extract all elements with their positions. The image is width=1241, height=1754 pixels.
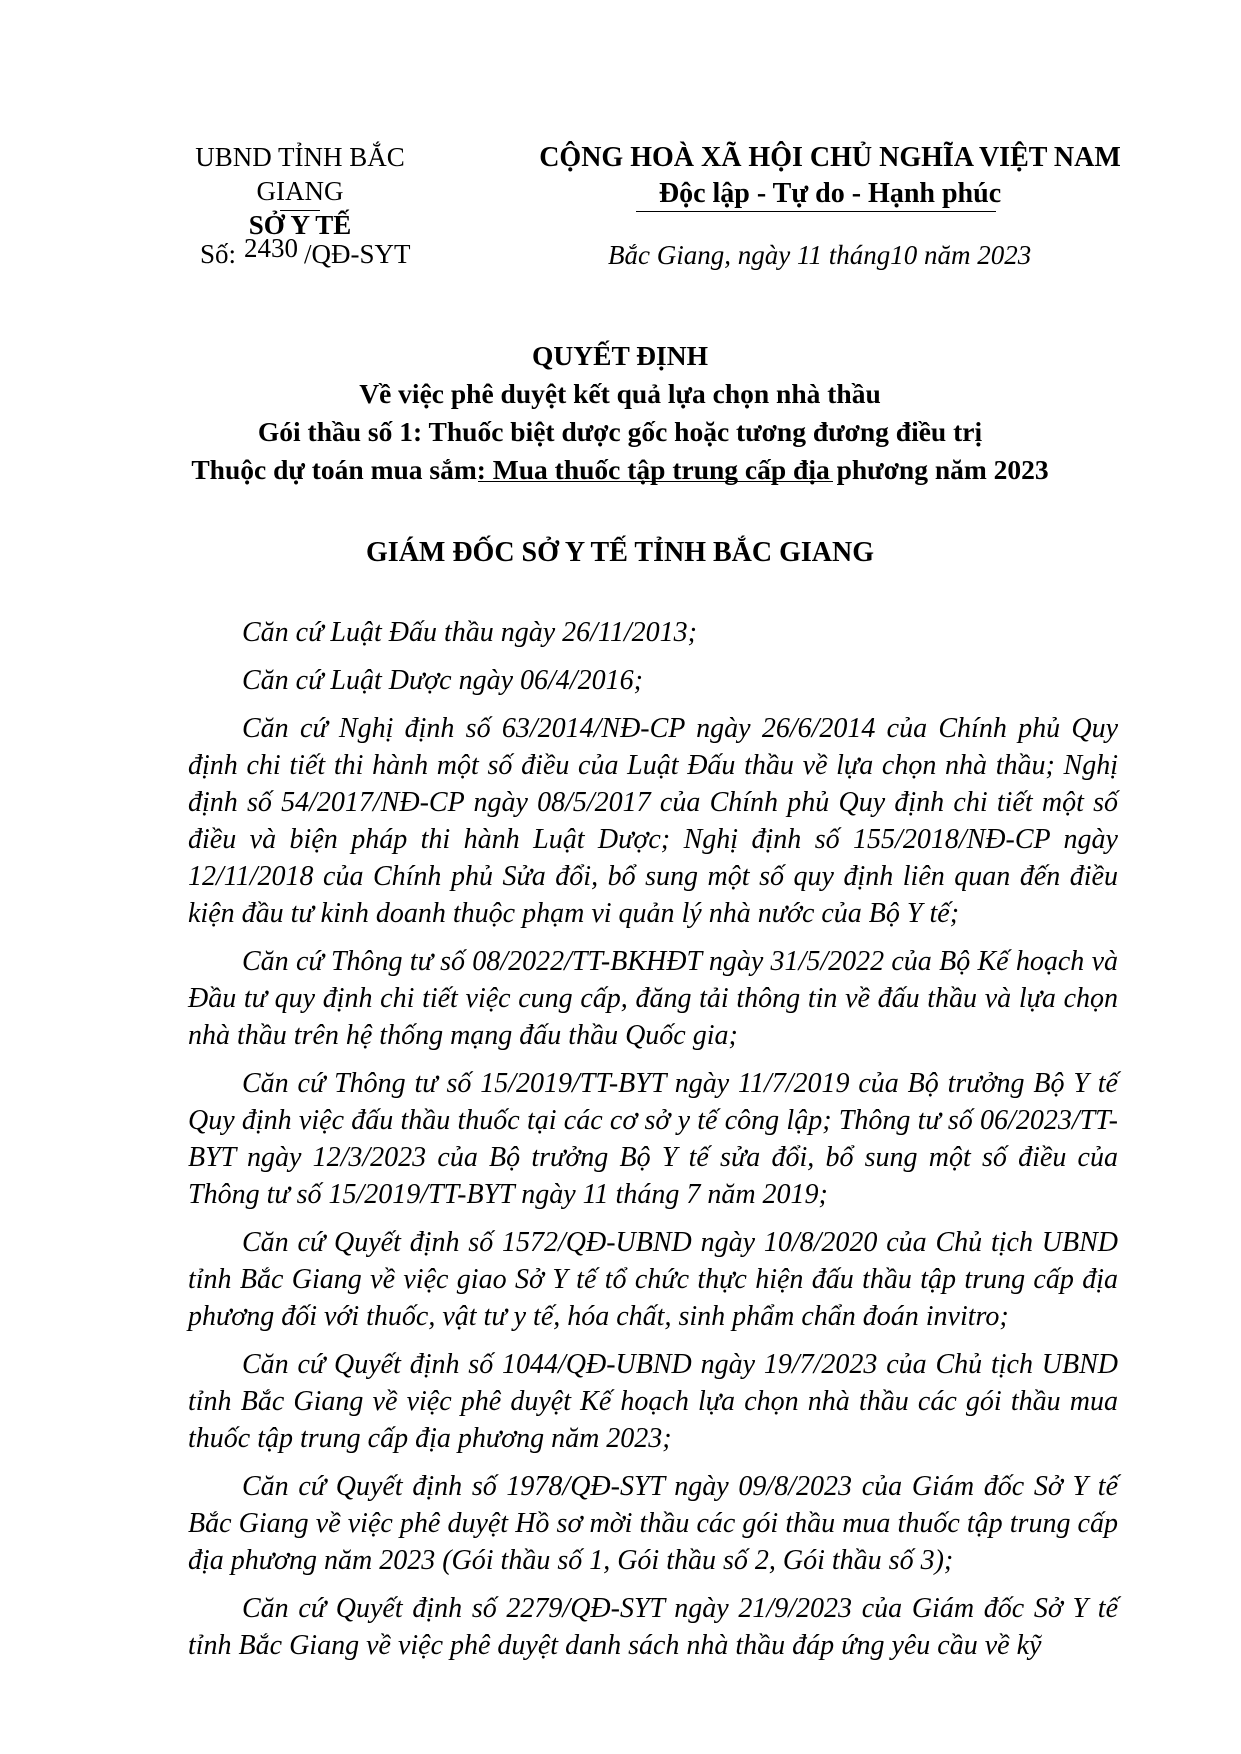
date-day: 11 (796, 240, 822, 270)
issue-date (608, 240, 1031, 271)
legal-basis-paragraph: Căn cứ Quyết định số 1044/QĐ-UBND ngày 19/7/2023 của Chủ tịch UBND tỉnh Bắc Giang về việc phê duyệt Kế hoạch lựa chọn nhà thầu các gói thầu mua thuốc tập trung cấp địa phương năm 2023; (188, 1349, 1118, 1454)
country-name: CỘNG HOÀ XÃ HỘI CHỦ NGHĨA VIỆT NAM (539, 142, 1121, 173)
department-name: SỞ Y TẾ (248, 210, 352, 240)
authority-heading: GIÁM ĐỐC SỞ Y TẾ TỈNH BẮC GIANG (366, 537, 874, 568)
date-prefix: Bắc Giang, ngày (608, 240, 791, 270)
legal-basis-paragraph: Căn cứ Quyết định số 1978/QĐ-SYT ngày 09/8/2023 của Giám đốc Sở Y tế Bắc Giang về việc phê duyệt Hồ sơ mời thầu các gói thầu mua thuốc tập trung cấp địa phương năm 2023 (Gói thầu số 1, Gói thầu số 2, Gói thầu số 3); (188, 1471, 1118, 1576)
title-subject: Về việc phê duyệt kết quả lựa chọn nhà thầu (359, 378, 881, 409)
national-motto: Độc lập - Tự do - Hạnh phúc (658, 178, 1002, 209)
doc-number-prefix: Số: (200, 239, 237, 269)
legal-basis (188, 614, 1118, 1675)
left-header-rule (280, 210, 320, 211)
doc-number-value: 2430 (244, 233, 299, 263)
doc-number-suffix: /QĐ-SYT (304, 239, 411, 269)
province-committee: UBND TỈNH BẮC GIANG (195, 142, 405, 206)
legal-basis-paragraph: Căn cứ Quyết định số 2279/QĐ-SYT ngày 21/9/2023 của Giám đốc Sở Y tế tỉnh Bắc Giang về việc phê duyệt danh sách nhà thầu đáp ứng yêu cầu về kỹ (188, 1593, 1118, 1661)
issuing-authority (150, 140, 450, 242)
national-heading (500, 140, 1160, 212)
decision-title (100, 337, 1140, 489)
date-month-label: tháng (828, 240, 891, 270)
legal-basis-paragraph: Căn cứ Luật Dược ngày 06/4/2016; (242, 665, 643, 696)
legal-basis-paragraph: Căn cứ Thông tư số 15/2019/TT-BYT ngày 11/7/2019 của Bộ trưởng Bộ Y tế Quy định việc đấu thầu thuốc tại các cơ sở y tế công lập; Thông tư số 06/2023/TT-BYT ngày 12/3/2023 của Bộ trưởng Bộ Y tế sửa đổi, bổ sung một số điều của Thông tư số 15/2019/TT-BYT ngày 11 tháng 7 năm 2019; (188, 1068, 1118, 1210)
legal-basis-paragraph: Căn cứ Nghị định số 63/2014/NĐ-CP ngày 26/6/2014 của Chính phủ Quy định chi tiết thi hành một số điều của Luật Đấu thầu về lựa chọn nhà thầu; Nghị định số 54/2017/NĐ-CP ngày 08/5/2017 của Chính phủ Quy định chi tiết một số điều và biện pháp thi hành Luật Dược; Nghị định số 155/2018/NĐ-CP ngày 12/11/2018 của Chính phủ Sửa đổi, bổ sung một số quy định liên quan đến điều kiện đầu tư kinh doanh thuộc phạm vi quản lý nhà nước của Bộ Y tế; (188, 713, 1118, 929)
date-month: 10 (890, 240, 918, 270)
title-main: QUYẾT ĐỊNH (532, 340, 708, 371)
date-year: năm 2023 (923, 240, 1032, 270)
legal-basis-paragraph: Căn cứ Thông tư số 08/2022/TT-BKHĐT ngày 31/5/2022 của Bộ Kế hoạch và Đầu tư quy định chi tiết việc cung cấp, đăng tải thông tin về đấu thầu và lựa chọn nhà thầu trên hệ thống mạng đấu thầu Quốc gia; (188, 946, 1118, 1051)
title-package: Gói thầu số 1: Thuốc biệt dược gốc hoặc tương đương điều trị (257, 416, 983, 447)
title-underline (478, 481, 833, 482)
document-number (200, 233, 411, 270)
motto-underline (636, 211, 996, 212)
legal-basis-paragraph: Căn cứ Luật Đấu thầu ngày 26/11/2013; (242, 617, 697, 648)
title-budget: Thuộc dự toán mua sắm: Mua thuốc tập trung cấp địa phương năm 2023 (191, 454, 1049, 485)
legal-basis-paragraph: Căn cứ Quyết định số 1572/QĐ-UBND ngày 10/8/2020 của Chủ tịch UBND tỉnh Bắc Giang về việc giao Sở Y tế tổ chức thực hiện đấu thầu tập trung cấp địa phương đối với thuốc, vật tư y tế, hóa chất, sinh phẩm chẩn đoán invitro; (188, 1227, 1118, 1332)
